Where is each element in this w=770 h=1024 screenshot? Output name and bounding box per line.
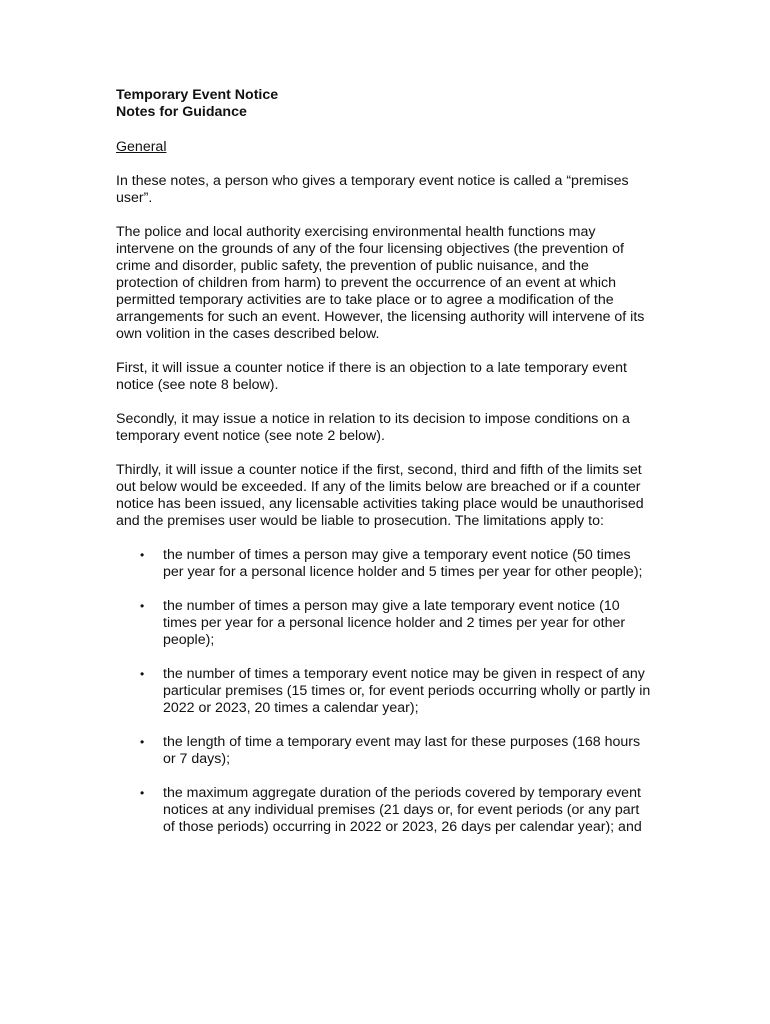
section-heading-general: General [116,139,167,155]
list-item [116,666,652,717]
document-title [116,87,652,121]
limit-text: the number of times a temporary event notice may be given in respect of any particular premises (15 times or, for event periods occurring wholly or partly in 2022 or 2023, 20 times a calendar year); [163,666,651,716]
title-line-1: Temporary Event Notice [116,87,279,103]
paragraph-thirdly: Thirdly, it will issue a counter notice if the first, second, third and fifth of the limits set out below would be exceeded. If any of the limits below are breached or if a counter notice has been issued, any licensable activities taking place would be unauthorised and the premises user would be liable to prosecution. The limitations apply to: [116,462,644,529]
bullet-icon: • [140,548,145,562]
title-line-2: Notes for Guidance [116,104,247,120]
paragraph-intervention: The police and local authority exercising environmental health functions may intervene on the grounds of any of the four licensing objectives (the prevention of crime and disorder, public safety, the prevention of public nuisance, and the protection of children from harm) to prevent the occurrence of an event at which permitted temporary activities are to take place or to agree a modification of the arrangements for such an event. However, the licensing authority will intervene of its own volition in the cases described below. [116,224,645,342]
bullet-icon: • [140,599,145,613]
limit-text: the number of times a person may give a late temporary event notice (10 times per year for a personal licence holder and 2 times per year for other people); [163,598,626,648]
bullet-icon: • [140,667,145,681]
paragraph-first: First, it will issue a counter notice if there is an objection to a late temporary event notice (see note 8 below). [116,360,627,393]
paragraph-secondly: Secondly, it may issue a notice in relation to its decision to impose conditions on a temporary event notice (see note 2 below). [116,411,630,444]
bullet-icon: • [140,735,145,749]
limits-list [116,547,652,836]
list-item [116,734,652,768]
limit-text: the length of time a temporary event may last for these purposes (168 hours or 7 days); [163,734,641,767]
document-page [116,87,652,853]
list-item [116,598,652,649]
list-item [116,785,652,836]
limit-text: the number of times a person may give a temporary event notice (50 times per year for a personal licence holder and 5 times per year for other people); [163,547,643,580]
paragraph-premises-user: In these notes, a person who gives a temporary event notice is called a “premises user”. [116,173,629,206]
list-item [116,547,652,581]
bullet-icon: • [140,786,145,800]
limit-text: the maximum aggregate duration of the periods covered by temporary event notices at any individual premises (21 days or, for event periods (or any part of those periods) occurring in 2022 or 2023, 26 days per calendar year); and [163,785,642,835]
